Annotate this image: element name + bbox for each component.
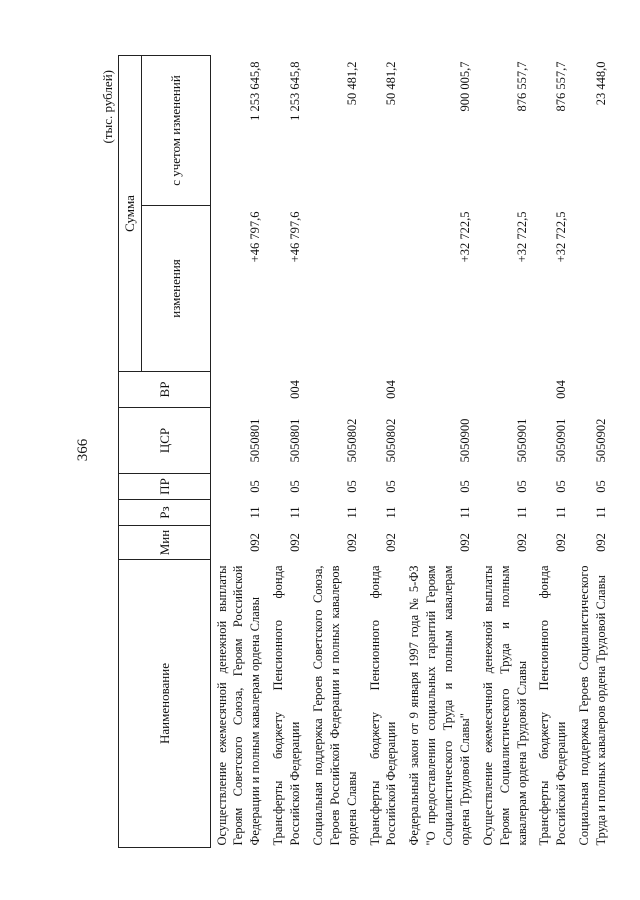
row-min: 092 [384, 533, 399, 552]
row-pr: 05 [514, 480, 529, 493]
row-min: 092 [344, 533, 359, 552]
row-total: 1 253 645,8 [248, 61, 263, 121]
row-rz: 11 [248, 506, 263, 519]
row-rz: 11 [554, 506, 569, 519]
row-name: Социальная поддержка Героев Социалистического Труда и полных кавалеров ордена Трудовой Славы [577, 565, 609, 846]
header-sum: Сумма [119, 56, 142, 372]
table-row [210, 56, 267, 848]
row-min: 092 [514, 533, 529, 552]
row-rz: 11 [384, 506, 399, 519]
unit-note: (тыс. рублей) [100, 70, 115, 144]
row-pr: 05 [384, 480, 399, 493]
table-row [403, 56, 477, 848]
row-change [364, 206, 404, 372]
row-vr [307, 372, 364, 408]
row-change: +46 797,6 [288, 211, 303, 263]
row-csr: 5050801 [248, 418, 263, 463]
row-name: Трансферты бюджету Пенсионного фонда Российской Федерации [537, 565, 569, 846]
row-pr: 05 [457, 480, 472, 493]
row-vr: 004 [288, 380, 303, 399]
row-vr [573, 372, 613, 408]
row-csr: 5050802 [344, 418, 359, 463]
row-csr: 5050900 [457, 418, 472, 463]
row-total: 900 005,7 [457, 61, 472, 112]
table-header [119, 56, 211, 848]
row-csr: 5050801 [288, 418, 303, 463]
row-change: +32 722,5 [554, 211, 569, 263]
row-rz: 11 [457, 506, 472, 519]
row-pr: 05 [554, 480, 569, 493]
row-vr [477, 372, 534, 408]
row-min: 092 [248, 533, 263, 552]
row-pr: 05 [344, 480, 359, 493]
table-row [533, 56, 573, 848]
header-name: Наименование [119, 560, 211, 848]
row-name: Трансферты бюджету Пенсионного фонда Российской Федерации [367, 565, 399, 846]
row-csr: 5050901 [554, 418, 569, 463]
row-rz: 11 [288, 506, 303, 519]
row-rz: 11 [344, 506, 359, 519]
row-min: 092 [457, 533, 472, 552]
row-total: 50 481,2 [344, 61, 359, 106]
row-total: 23 448,0 [594, 61, 609, 106]
header-change: изменения [141, 206, 210, 372]
row-vr [403, 372, 477, 408]
header-with-change: с учетом изменений [141, 56, 210, 206]
row-vr [210, 372, 267, 408]
row-total: 876 557,7 [554, 61, 569, 112]
header-min: Мин [119, 526, 211, 560]
row-rz: 11 [594, 506, 609, 519]
table-row [267, 56, 307, 848]
row-name: Осуществление ежемесячной денежной выплаты Героям Социалистического Труда и полным кавалерам ордена Трудовой Славы [480, 565, 529, 846]
row-total: 50 481,2 [384, 61, 399, 106]
row-pr: 05 [288, 480, 303, 493]
row-change: +32 722,5 [457, 211, 472, 263]
page-number: 366 [75, 438, 91, 462]
row-total: 1 253 645,8 [288, 61, 303, 121]
table-row [477, 56, 534, 848]
row-min: 092 [554, 533, 569, 552]
row-name: Федеральный закон от 9 января 1997 года № 5-ФЗ "О предоставлении социальных гарантий Героям Социалистического Труда и полным кавалерам ордена Трудовой Славы" [407, 565, 472, 846]
table-row [307, 56, 364, 848]
row-vr: 004 [554, 380, 569, 399]
row-change [573, 206, 613, 372]
row-min: 092 [288, 533, 303, 552]
budget-table [118, 55, 613, 848]
row-total: 876 557,7 [514, 61, 529, 112]
table-row [364, 56, 404, 848]
row-csr: 5050902 [594, 418, 609, 463]
row-csr: 5050901 [514, 418, 529, 463]
header-rz: Рз [119, 500, 211, 526]
row-name: Социальная поддержка Героев Советского Союза, Героев Российской Федерации и полных кавалеров ордена Славы [310, 565, 359, 846]
header-vr: ВР [119, 372, 211, 408]
row-pr: 05 [594, 480, 609, 493]
table-row [573, 56, 613, 848]
row-change: +32 722,5 [514, 211, 529, 263]
header-csr: ЦСР [119, 408, 211, 474]
row-name: Трансферты бюджету Пенсионного фонда Российской Федерации [271, 565, 303, 846]
row-min: 092 [594, 533, 609, 552]
row-pr: 05 [248, 480, 263, 493]
row-rz: 11 [514, 506, 529, 519]
header-pr: ПР [119, 474, 211, 500]
row-csr: 5050802 [384, 418, 399, 463]
row-name: Осуществление ежемесячной денежной выплаты Героям Советского Союза, Героям Российской Федерации и полным кавалерам ордена Славы [214, 565, 263, 846]
row-change [307, 206, 364, 372]
row-vr: 004 [384, 380, 399, 399]
row-change: +46 797,6 [248, 211, 263, 263]
